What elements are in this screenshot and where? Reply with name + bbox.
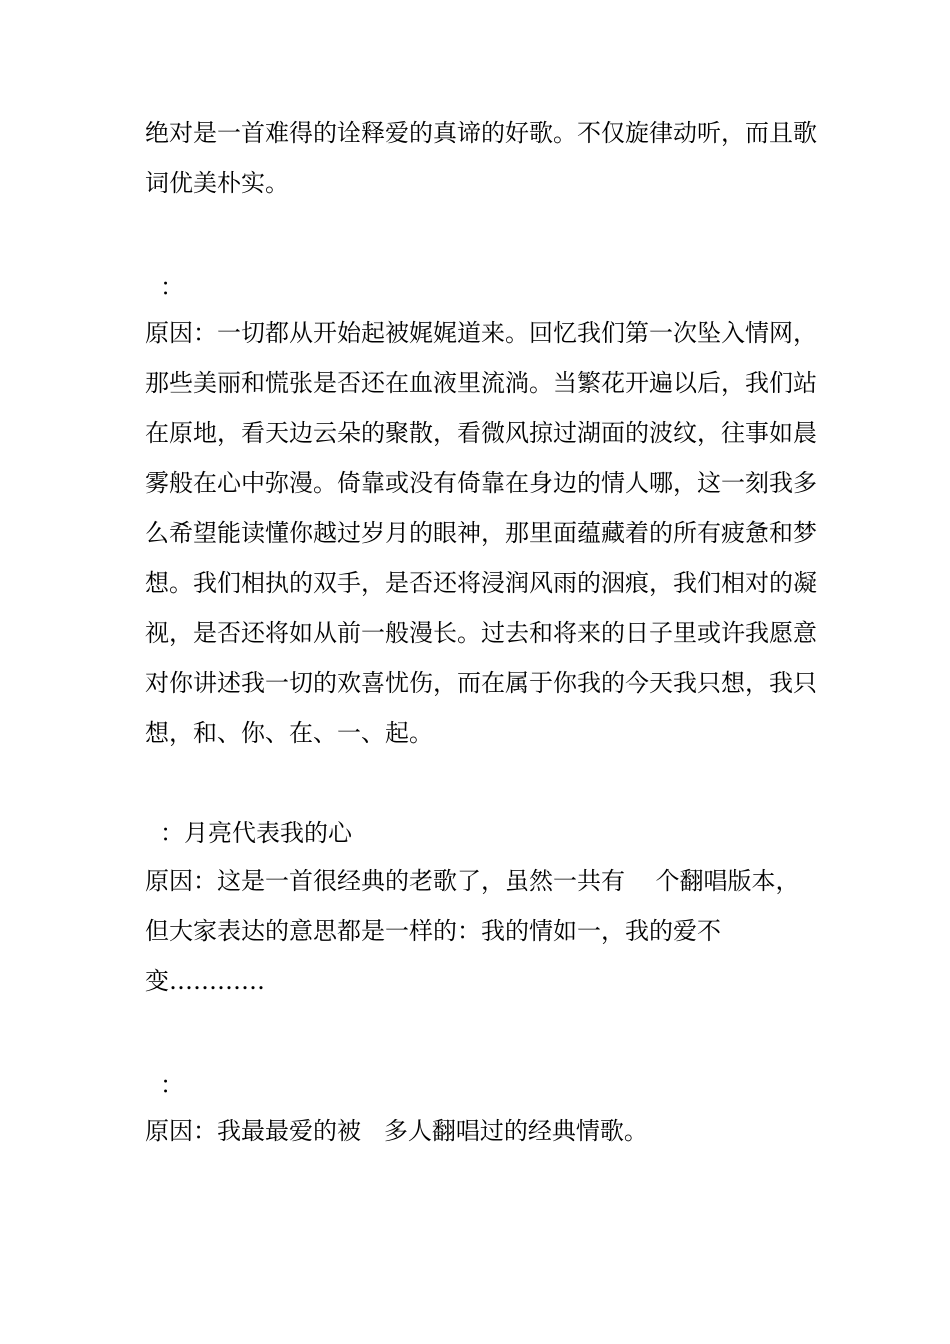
section-heading: ：: [160, 273, 184, 301]
paragraph-line: 么希望能读懂你越过岁月的眼神，那里面蕴藏着的所有疲惫和梦: [145, 519, 817, 547]
paragraph-line: 原因：一切都从开始起被娓娓道来。回忆我们第一次坠入情网，: [145, 319, 817, 347]
paragraph-line: 绝对是一首难得的诠释爱的真谛的好歌。不仅旋律动听，而且歌: [145, 119, 817, 147]
paragraph-line: 想，和、你、在、一、起。: [145, 719, 433, 747]
paragraph-line: 那些美丽和慌张是否还在血液里流淌。当繁花开遍以后，我们站: [145, 369, 817, 397]
paragraph-line: 原因：我最最爱的被 多人翻唱过的经典情歌。: [145, 1117, 648, 1145]
paragraph-line: 变…………: [145, 967, 265, 995]
paragraph-line: 对你讲述我一切的欢喜忧伤，而在属于你我的今天我只想，我只: [145, 669, 817, 697]
paragraph-line: 词优美朴实。: [145, 169, 289, 197]
section-heading: ：月亮代表我的心: [160, 819, 352, 847]
paragraph-line: 雾般在心中弥漫。倚靠或没有倚靠在身边的情人哪，这一刻我多: [145, 469, 817, 497]
paragraph-line: 原因：这是一首很经典的老歌了，虽然一共有 个翻唱版本，: [145, 867, 800, 895]
section-heading: ：: [160, 1071, 184, 1099]
paragraph-line: 视，是否还将如从前一般漫长。过去和将来的日子里或许我愿意: [145, 619, 817, 647]
paragraph-line: 但大家表达的意思都是一样的：我的情如一，我的爱不: [145, 917, 721, 945]
paragraph-line: 想。我们相执的双手，是否还将浸润风雨的洇痕，我们相对的凝: [145, 569, 817, 597]
paragraph-line: 在原地，看天边云朵的聚散，看微风掠过湖面的波纹，往事如晨: [145, 419, 817, 447]
